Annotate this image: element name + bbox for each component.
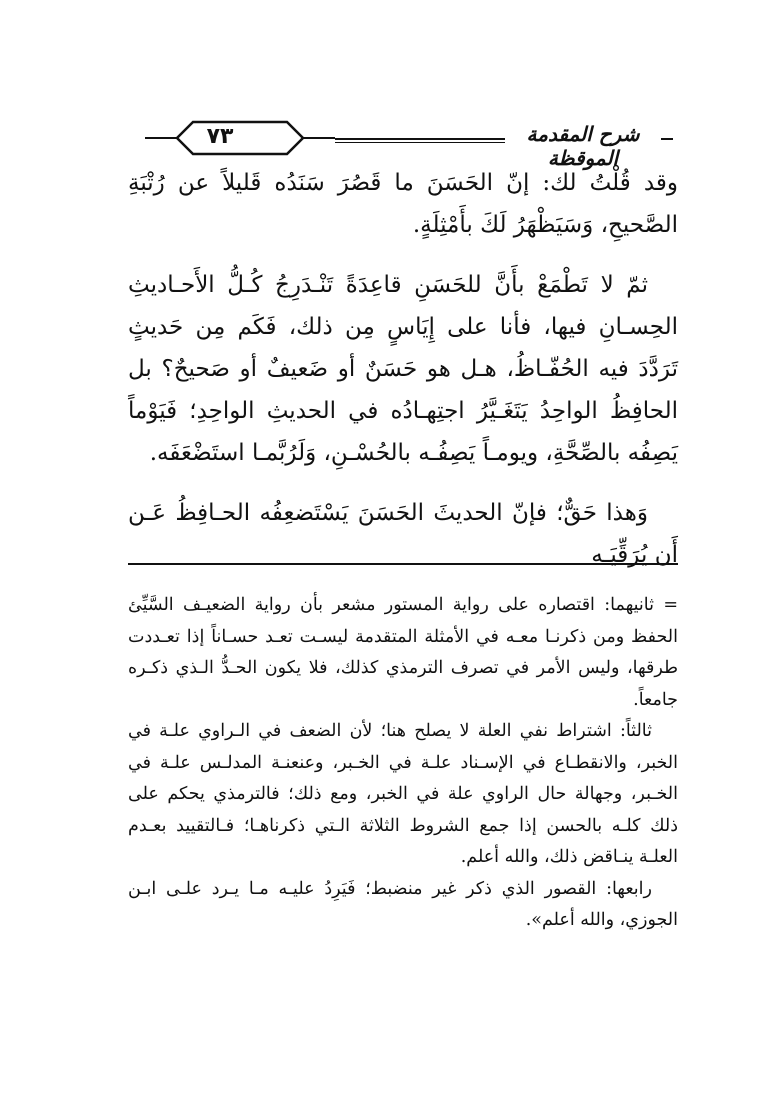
page-number: ٧٣: [206, 124, 234, 149]
footnote-paragraph: = ثانيهما: اقتصاره على رواية المستور مشعر بأن رواية الضعيـف السَّيِّئ الحفظ ومن ذكرنـا معـه في الأمثلة المتقدمة ليسـت تعـد حسـاناً إذا تعـددت طرقها، وليس الأمر في تصرف الترمذي كذلك، فلا يكون الحـدُّ الـذي ذكـره جامعاً.: [128, 595, 678, 710]
page-header: [125, 112, 673, 170]
running-title: شرح المقدمة الموقظة: [526, 122, 640, 170]
footnote-paragraph: ثالثاً: اشتراط نفي العلة لا يصلح هنا؛ لأن الضعف في الـراوي علـة في الخبر، والانقطـاع في الإسـناد علـة في الخـبر، وعنعنـة المدلـس علـة في الخـبر، وجهالة حال الراوي علة في الخبر، ومع ذلك؛ فالترمذي يحكم على ذلك كلـه بالحسن إذا جمع الشروط الثلاثة الـتي ذكرناهـا؛ فـالتقييد بعـدم العلـة ينـاقض ذلك، والله أعلم.: [128, 721, 678, 867]
footnote-paragraph: رابعها: القصور الذي ذكر غير منضبط؛ فَيَرِدُ عليـه مـا يـرد علـى ابـن الجوزي، والله أعلم».: [128, 878, 678, 930]
header-rule: [335, 138, 505, 140]
header-rule-right: [661, 138, 673, 140]
main-paragraph: ثمّ لا تَطْمَعْ بأَنَّ للحَسَنِ قاعِدَةً تَنْـدَرِجُ كُـلُّ الأَحـاديثِ الحِسـانِ فيها، فأنا على إِيَاسٍ مِن ذلك، فَكَم مِن حَديثٍ تَرَدَّدَ فيه الحُفّـاظُ، هـل هو حَسَنٌ أو ضَعيفٌ أو صَحيحٌ؟ بل الحافِظُ الواحِدُ يَتَغَـيَّرُ اجتِهـادُه في الحديثِ الواحِدِ؛ فَيَوْماً يَصِفُه بالصِّحَّةِ، ويومـاً يَصِفُـه بالحُسْـنِ، وَلَرُبَّمـا استَضْعَفَه.: [128, 272, 678, 466]
main-text: [128, 162, 678, 576]
footnotes: [128, 590, 678, 937]
main-paragraph: وقد قُلْتُ لك: إنّ الحَسَنَ ما قَصُرَ سَنَدُه قَليلاً عن رُتْبَةِ الصَّحيحِ، وَسَيَظْهَرُ لَكَ بأَمْثِلَةٍ.: [128, 170, 678, 238]
header-rule-thin: [335, 142, 505, 143]
footnote-separator: [128, 563, 678, 565]
main-paragraph: وَهذا حَقٌّ؛ فإنّ الحديثَ الحَسَنَ يَسْتَضعِفُه الحـافِظُ عَـن أَن يُرَقِّيَـه: [128, 500, 678, 568]
